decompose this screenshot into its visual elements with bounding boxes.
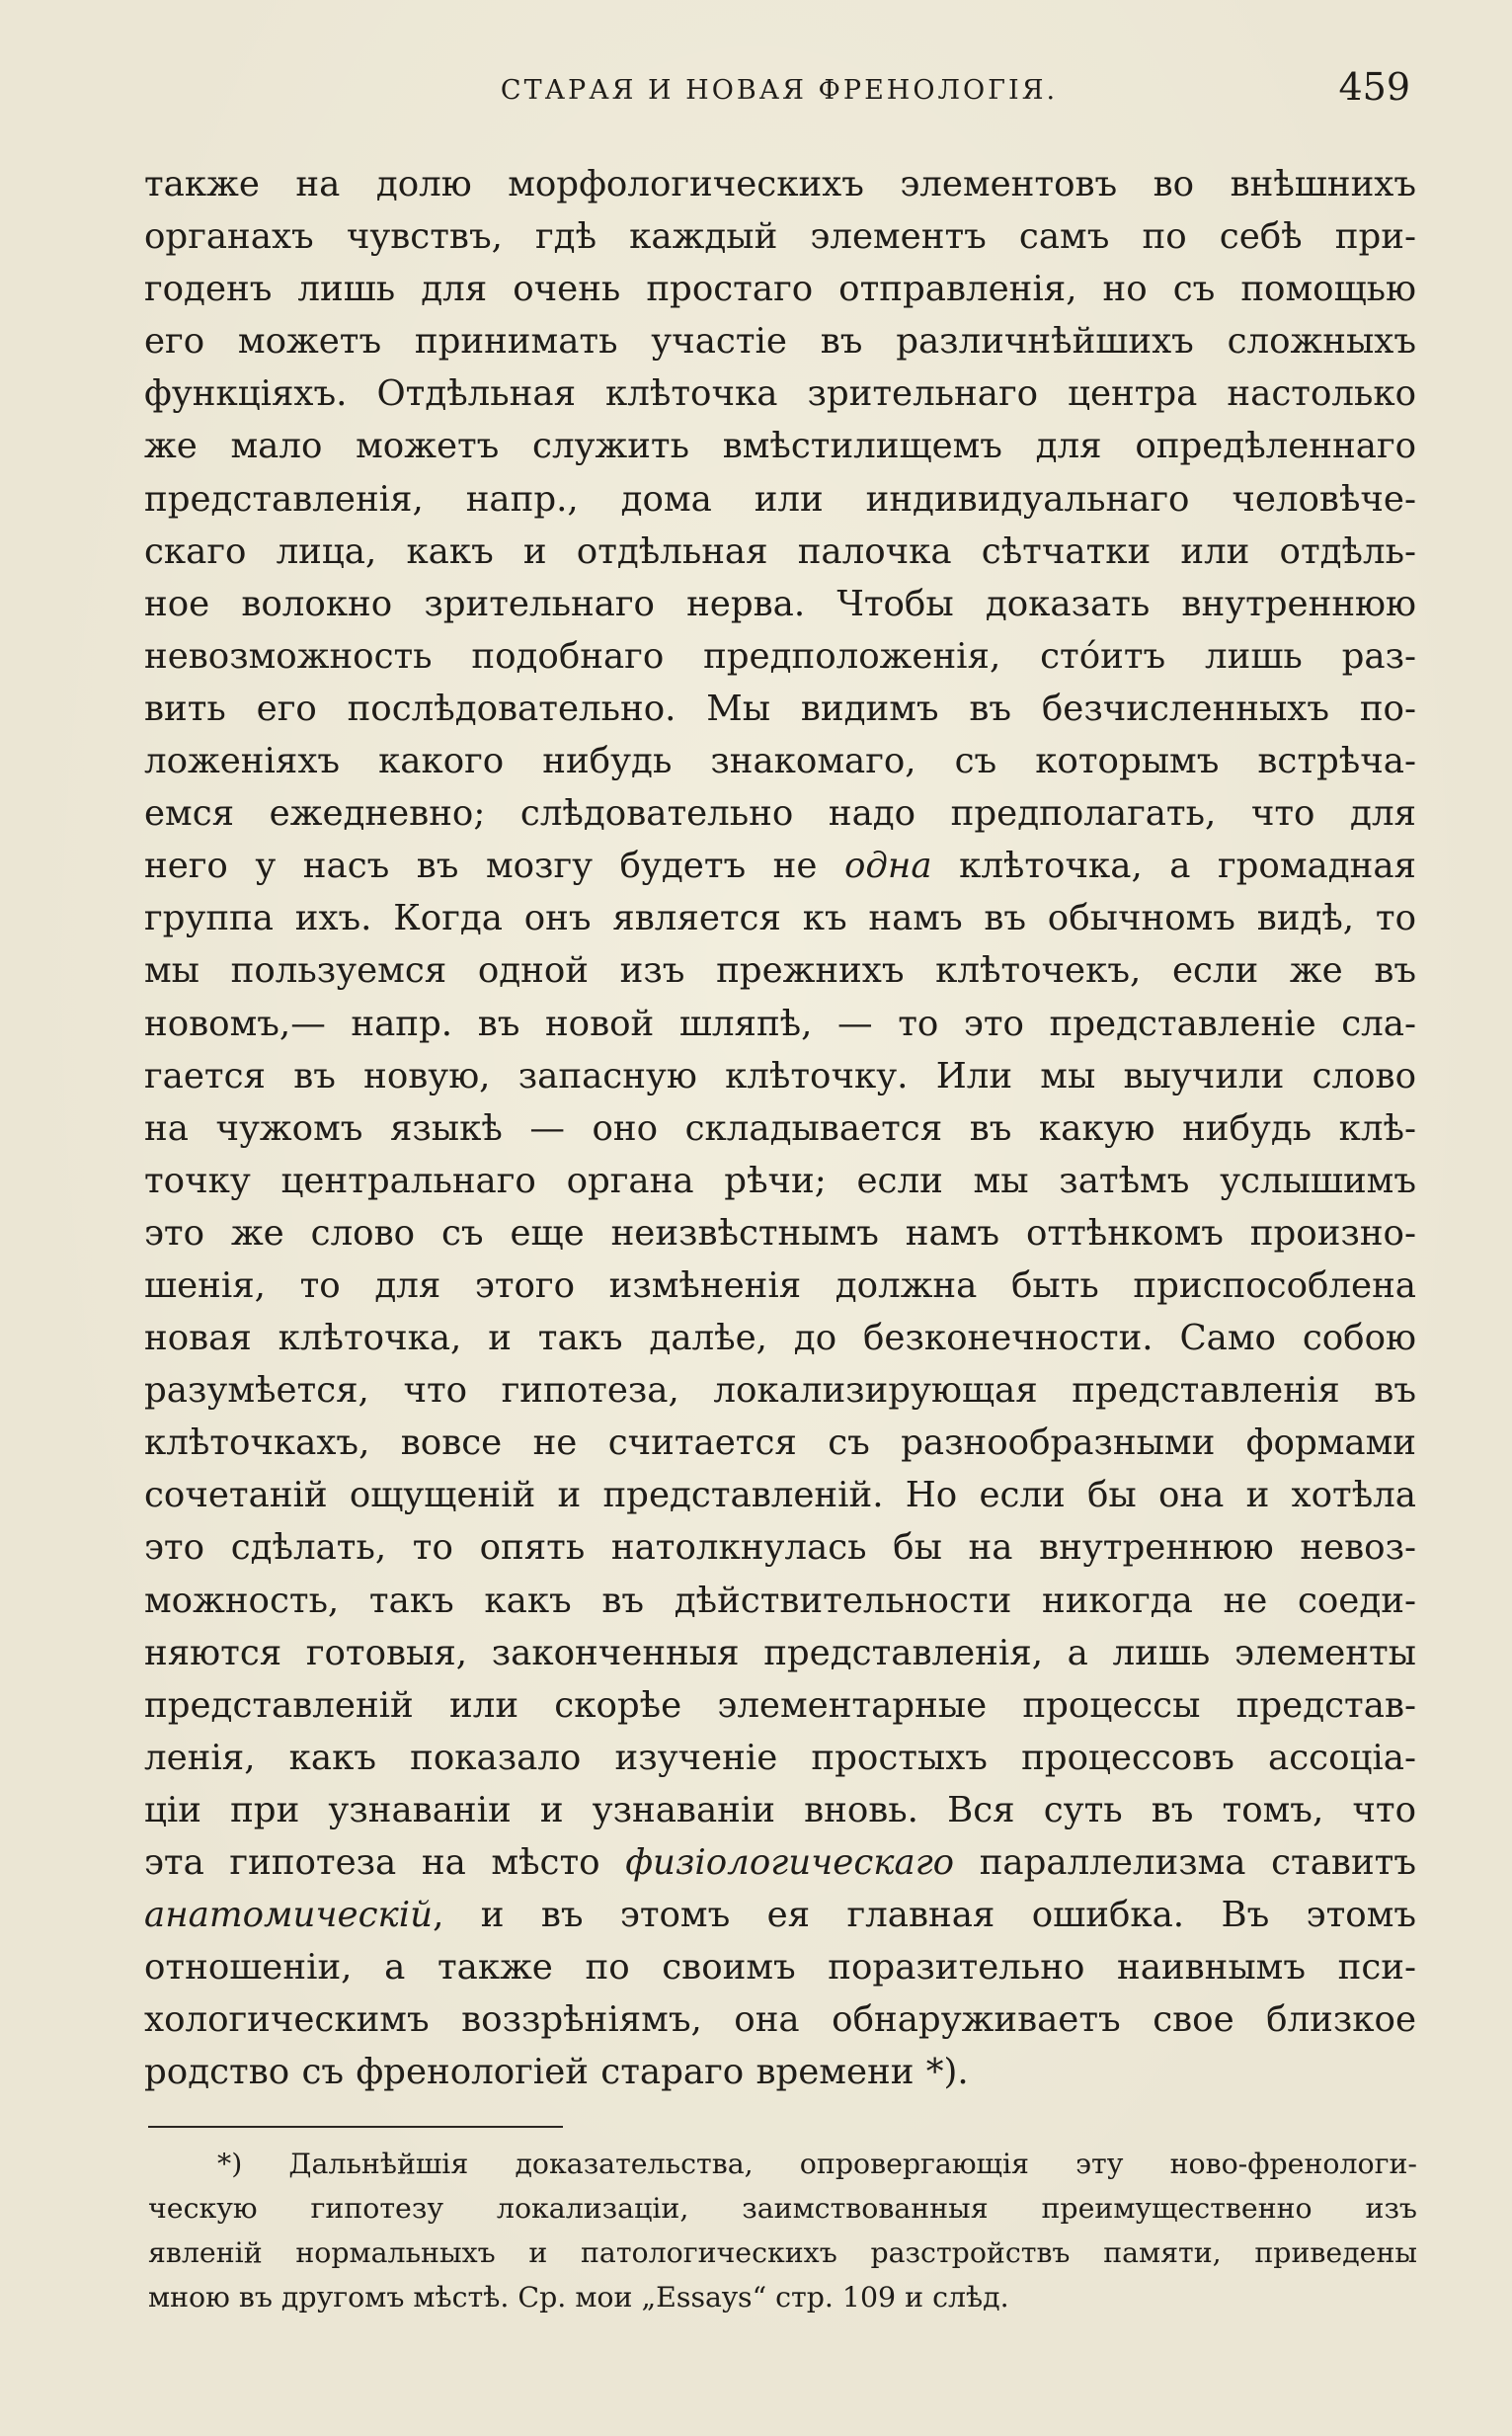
text-segment: на чужомъ языкѣ — оно складывается въ какую нибудь клѣ- (144, 1107, 1416, 1149)
text-segment: представленія, напр., дома или индивидуальнаго человѣче- (144, 478, 1416, 520)
text-line (144, 1050, 1416, 1102)
text-line (144, 1102, 1416, 1155)
text-line (144, 2046, 1416, 2098)
text-segment: ціи при узнаваніи и узнаваніи вновь. Вся суть въ томъ, что (144, 1789, 1416, 1830)
text-segment: органахъ чувствъ, гдѣ каждый элементъ самъ по себѣ при- (144, 216, 1416, 258)
text-line (144, 1941, 1416, 1993)
running-title: СТАРАЯ И НОВАЯ ФРЕНОЛОГІЯ. (500, 75, 1059, 106)
footnote (148, 2142, 1417, 2319)
text-segment: клѣточкахъ, вовсе не считается съ разнообразными формами (144, 1422, 1416, 1464)
text-line (144, 735, 1416, 787)
text-line (144, 840, 1416, 892)
text-line (144, 1469, 1416, 1521)
text-segment: функціяхъ. Отдѣльная клѣточка зрительнаго центра настолько (144, 373, 1416, 415)
main-text (144, 158, 1416, 2098)
italic-text: физіологическаго (625, 1842, 955, 1883)
text-segment: родство съ френологіей стараго времени *). (144, 2052, 969, 2093)
text-line (144, 1784, 1416, 1836)
text-segment: , и въ этомъ ея главная ошибка. Въ этомъ (433, 1895, 1416, 1936)
text-segment: клѣточка, а громадная (931, 846, 1416, 887)
text-line (144, 1732, 1416, 1784)
text-line (144, 315, 1416, 367)
text-line (144, 998, 1416, 1050)
text-segment: группа ихъ. Когда онъ является къ намъ въ обычномъ видѣ, то (144, 898, 1416, 939)
text-line (144, 1207, 1416, 1259)
text-segment: новая клѣточка, и такъ далѣе, до безконечности. Само собою (144, 1318, 1416, 1359)
text-line (144, 1575, 1416, 1627)
text-segment: точку центральнаго органа рѣчи; если мы затѣмъ услышимъ (144, 1160, 1416, 1201)
footnote-line: *) Дальнѣйшія доказательства, опровергающія эту ново-френологи- (217, 2148, 1417, 2180)
text-segment: также на долю морфологическихъ элементовъ во внѣшнихъ (144, 164, 1416, 204)
text-line (144, 210, 1416, 263)
text-line (144, 1312, 1416, 1364)
footnote-separator (148, 2126, 563, 2128)
text-line (144, 1521, 1416, 1574)
text-segment: няются готовыя, законченныя представленія, а лишь элементы (144, 1632, 1416, 1673)
text-line (144, 1155, 1416, 1207)
text-line (144, 683, 1416, 735)
text-segment: сочетаній ощущеній и представленій. Но если бы она и хотѣла (144, 1475, 1416, 1516)
footnote-line: ческую гипотезу локализаціи, заимствованныя преимущественно изъ (148, 2192, 1417, 2225)
text-line (144, 1627, 1416, 1679)
running-header (148, 65, 1410, 124)
text-line (144, 473, 1416, 526)
italic-text: одна (843, 846, 932, 887)
text-segment: емся ежедневно; слѣдовательно надо предполагать, что для (144, 793, 1416, 835)
text-line (144, 526, 1416, 578)
text-segment: это же слово съ еще неизвѣстнымъ намъ оттѣнкомъ произно- (144, 1212, 1416, 1254)
text-segment: эта гипотеза на мѣсто (144, 1842, 626, 1883)
text-segment: шенія, то для этого измѣненія должна быть приспособлена (144, 1264, 1416, 1306)
text-segment: отношеніи, а также по своимъ поразительно наивнымъ пси- (144, 1947, 1416, 1989)
page-number: 459 (1338, 65, 1410, 109)
text-segment: разумѣется, что гипотеза, локализирующая представленія въ (144, 1370, 1416, 1412)
italic-text: анатомическій (144, 1895, 434, 1936)
text-segment: представленій или скорѣе элементарные процессы представ- (144, 1684, 1416, 1726)
text-segment: вить его послѣдовательно. Мы видимъ въ безчисленныхъ по- (144, 688, 1416, 729)
text-line (144, 420, 1416, 472)
text-line (144, 367, 1416, 420)
text-segment: параллелизма ставитъ (954, 1842, 1416, 1883)
text-segment: можность, такъ какъ въ дѣйствительности никогда не соеди- (144, 1580, 1416, 1621)
text-line (144, 1836, 1416, 1889)
text-segment: его можетъ принимать участіе въ различнѣйшихъ сложныхъ (144, 321, 1416, 363)
text-line (144, 578, 1416, 630)
text-line (144, 787, 1416, 840)
text-line (144, 630, 1416, 683)
text-line (144, 1417, 1416, 1469)
text-segment: ное волокно зрительнаго нерва. Чтобы доказать внутреннюю (144, 583, 1416, 624)
footnote-line: явленій нормальныхъ и патологическихъ разстройствъ памяти, приведены (148, 2236, 1417, 2269)
footnote-line: мною въ другомъ мѣстѣ. Ср. мои „Essays“ стр. 109 и слѣд. (148, 2281, 1009, 2314)
text-line (144, 1679, 1416, 1732)
text-segment: годенъ лишь для очень простаго отправленія, но съ помощью (144, 269, 1416, 310)
text-segment: мы пользуемся одной изъ прежнихъ клѣточекъ, если же въ (144, 950, 1416, 992)
text-line (144, 944, 1416, 997)
text-line (144, 892, 1416, 944)
text-segment: гается въ новую, запасную клѣточку. Или мы выучили слово (144, 1055, 1416, 1096)
text-line (144, 263, 1416, 315)
text-line (144, 158, 1416, 210)
text-line (144, 1364, 1416, 1417)
text-segment: него у насъ въ мозгу будетъ не (144, 846, 844, 887)
text-segment: новомъ,— напр. въ новой шляпѣ, — то это представленіе сла- (144, 1003, 1416, 1044)
text-segment: это сдѣлать, то опять натолкнулась бы на внутреннюю невоз- (144, 1527, 1416, 1569)
text-segment: же мало можетъ служить вмѣстилищемъ для опредѣленнаго (144, 426, 1416, 467)
text-line (144, 1889, 1416, 1941)
text-segment: ложеніяхъ какого нибудь знакомаго, съ которымъ встрѣча- (144, 741, 1416, 782)
text-segment: ленія, какъ показало изученіе простыхъ процессовъ ассоціа- (144, 1737, 1416, 1778)
text-line (144, 1259, 1416, 1312)
text-segment: хологическимъ воззрѣніямъ, она обнаруживаетъ свое близкое (144, 1999, 1416, 2041)
text-line (144, 1993, 1416, 2046)
text-segment: скаго лица, какъ и отдѣльная палочка сѣтчатки или отдѣль- (144, 530, 1416, 572)
text-segment: невозможность подобнаго предположенія, стóитъ лишь раз- (144, 635, 1416, 677)
